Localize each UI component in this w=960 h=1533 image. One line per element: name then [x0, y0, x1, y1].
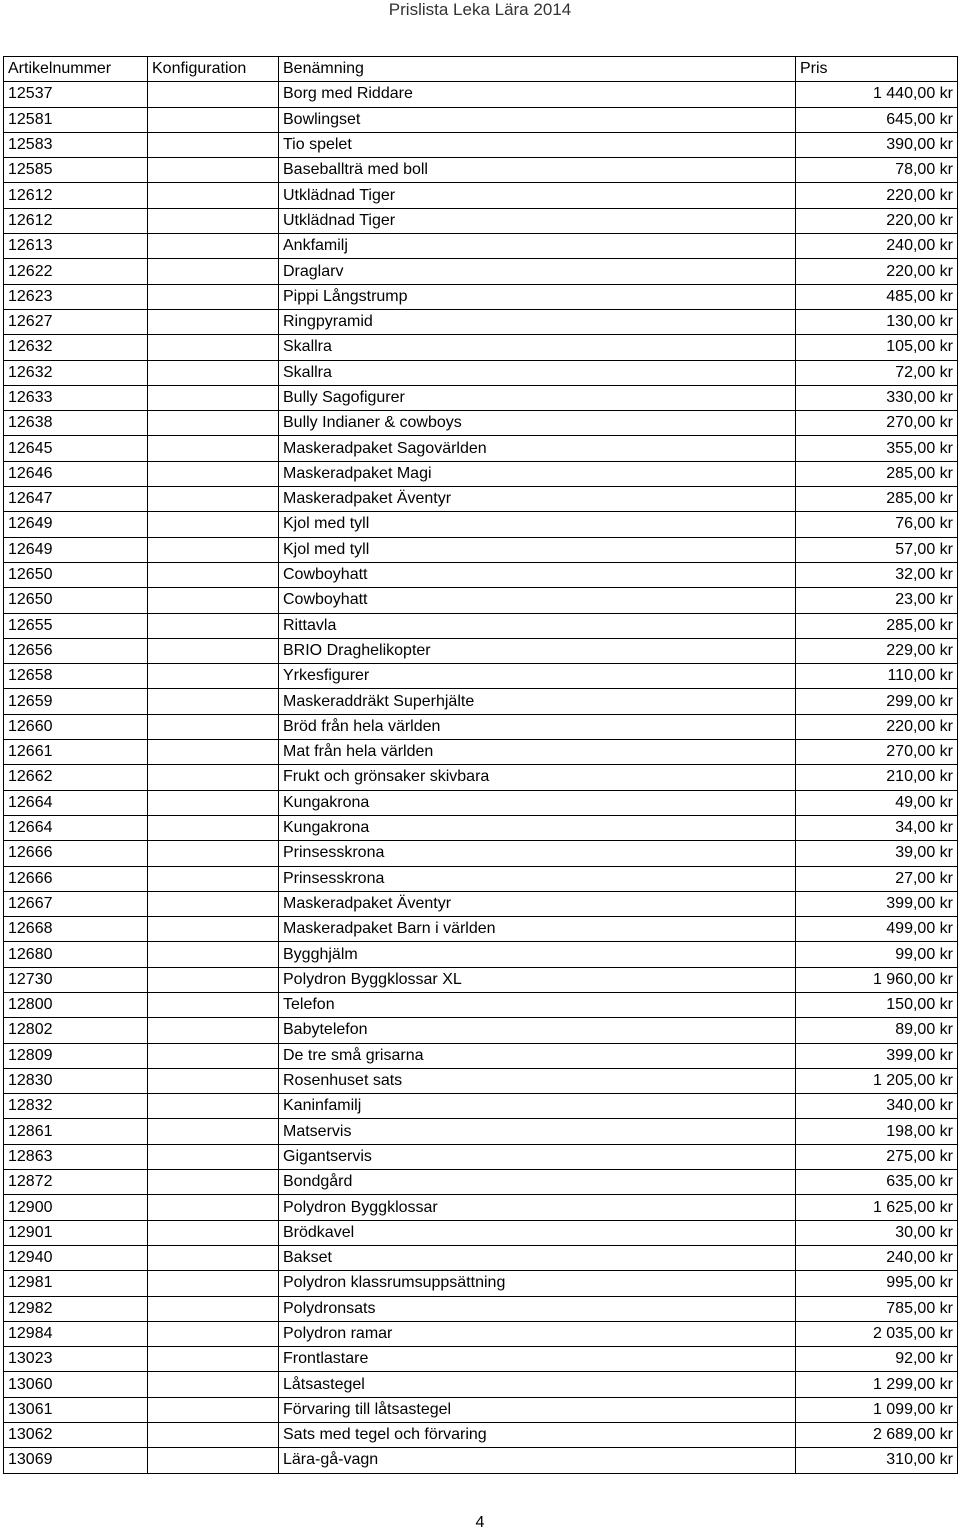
column-header-konfiguration: Konfiguration [148, 57, 279, 82]
artikelnummer-cell: 12664 [4, 815, 148, 840]
pris-cell: 92,00 kr [796, 1347, 958, 1372]
pris-cell: 285,00 kr [796, 487, 958, 512]
table-row [4, 1043, 958, 1068]
pris-cell: 23,00 kr [796, 588, 958, 613]
benamning-cell: Matservis [279, 1119, 796, 1144]
table-row [4, 411, 958, 436]
table-row [4, 917, 958, 942]
table-row [4, 1144, 958, 1169]
table-row [4, 967, 958, 992]
pris-cell: 34,00 kr [796, 815, 958, 840]
artikelnummer-cell: 12638 [4, 411, 148, 436]
konfiguration-cell [148, 1119, 279, 1144]
artikelnummer-cell: 12585 [4, 158, 148, 183]
pris-cell: 299,00 kr [796, 689, 958, 714]
artikelnummer-cell: 12612 [4, 208, 148, 233]
artikelnummer-cell: 12861 [4, 1119, 148, 1144]
pris-cell: 340,00 kr [796, 1094, 958, 1119]
benamning-cell: Bondgård [279, 1170, 796, 1195]
benamning-cell: Bygghjälm [279, 942, 796, 967]
pris-cell: 499,00 kr [796, 917, 958, 942]
table-row [4, 664, 958, 689]
pris-cell: 210,00 kr [796, 765, 958, 790]
table-row [4, 689, 958, 714]
pris-cell: 355,00 kr [796, 436, 958, 461]
benamning-cell: Tio spelet [279, 132, 796, 157]
konfiguration-cell [148, 992, 279, 1017]
table-row [4, 740, 958, 765]
konfiguration-cell [148, 714, 279, 739]
artikelnummer-cell: 12632 [4, 360, 148, 385]
benamning-cell: Telefon [279, 992, 796, 1017]
artikelnummer-cell: 12802 [4, 1018, 148, 1043]
benamning-cell: Låtsastegel [279, 1372, 796, 1397]
table-row [4, 335, 958, 360]
table-row [4, 512, 958, 537]
benamning-cell: Förvaring till låtsastegel [279, 1397, 796, 1422]
artikelnummer-cell: 12612 [4, 183, 148, 208]
pris-cell: 150,00 kr [796, 992, 958, 1017]
konfiguration-cell [148, 841, 279, 866]
konfiguration-cell [148, 259, 279, 284]
konfiguration-cell [148, 284, 279, 309]
artikelnummer-cell: 12800 [4, 992, 148, 1017]
table-row [4, 562, 958, 587]
benamning-cell: Utklädnad Tiger [279, 208, 796, 233]
artikelnummer-cell: 12981 [4, 1271, 148, 1296]
table-row [4, 1397, 958, 1422]
table-row [4, 183, 958, 208]
artikelnummer-cell: 12646 [4, 461, 148, 486]
table-row [4, 1119, 958, 1144]
benamning-cell: Polydron Byggklossar XL [279, 967, 796, 992]
pris-cell: 57,00 kr [796, 537, 958, 562]
price-table [3, 56, 958, 1474]
artikelnummer-cell: 12645 [4, 436, 148, 461]
artikelnummer-cell: 12666 [4, 866, 148, 891]
artikelnummer-cell: 12613 [4, 234, 148, 259]
benamning-cell: Cowboyhatt [279, 562, 796, 587]
pris-cell: 32,00 kr [796, 562, 958, 587]
konfiguration-cell [148, 1068, 279, 1093]
table-row [4, 461, 958, 486]
pris-cell: 270,00 kr [796, 740, 958, 765]
table-row [4, 1372, 958, 1397]
benamning-cell: Kungakrona [279, 815, 796, 840]
benamning-cell: Maskeradpaket Sagovärlden [279, 436, 796, 461]
pris-cell: 270,00 kr [796, 411, 958, 436]
pris-cell: 89,00 kr [796, 1018, 958, 1043]
benamning-cell: Maskeradpaket Äventyr [279, 487, 796, 512]
konfiguration-cell [148, 1423, 279, 1448]
benamning-cell: Lära-gå-vagn [279, 1448, 796, 1473]
konfiguration-cell [148, 436, 279, 461]
benamning-cell: Mat från hela världen [279, 740, 796, 765]
konfiguration-cell [148, 132, 279, 157]
konfiguration-cell [148, 1144, 279, 1169]
benamning-cell: Brödkavel [279, 1220, 796, 1245]
artikelnummer-cell: 12832 [4, 1094, 148, 1119]
artikelnummer-cell: 12662 [4, 765, 148, 790]
konfiguration-cell [148, 866, 279, 891]
table-row [4, 1423, 958, 1448]
konfiguration-cell [148, 1170, 279, 1195]
benamning-cell: Ringpyramid [279, 309, 796, 334]
table-row [4, 82, 958, 107]
artikelnummer-cell: 12632 [4, 335, 148, 360]
benamning-cell: Frontlastare [279, 1347, 796, 1372]
konfiguration-cell [148, 891, 279, 916]
pris-cell: 78,00 kr [796, 158, 958, 183]
pris-cell: 130,00 kr [796, 309, 958, 334]
pris-cell: 30,00 kr [796, 1220, 958, 1245]
table-row [4, 841, 958, 866]
konfiguration-cell [148, 208, 279, 233]
pris-cell: 240,00 kr [796, 1245, 958, 1270]
artikelnummer-cell: 12583 [4, 132, 148, 157]
artikelnummer-cell: 13060 [4, 1372, 148, 1397]
artikelnummer-cell: 12982 [4, 1296, 148, 1321]
table-row [4, 309, 958, 334]
artikelnummer-cell: 12633 [4, 385, 148, 410]
column-header-pris: Pris [796, 57, 958, 82]
page-number: 4 [475, 1514, 485, 1531]
table-row [4, 1296, 958, 1321]
konfiguration-cell [148, 790, 279, 815]
table-row [4, 765, 958, 790]
artikelnummer-cell: 12623 [4, 284, 148, 309]
artikelnummer-cell: 12667 [4, 891, 148, 916]
konfiguration-cell [148, 664, 279, 689]
artikelnummer-cell: 13062 [4, 1423, 148, 1448]
pris-cell: 240,00 kr [796, 234, 958, 259]
table-row [4, 1018, 958, 1043]
benamning-cell: BRIO Draghelikopter [279, 638, 796, 663]
konfiguration-cell [148, 967, 279, 992]
konfiguration-cell [148, 487, 279, 512]
konfiguration-cell [148, 689, 279, 714]
artikelnummer-cell: 12863 [4, 1144, 148, 1169]
benamning-cell: Bröd från hela världen [279, 714, 796, 739]
table-row [4, 537, 958, 562]
konfiguration-cell [148, 1372, 279, 1397]
table-row [4, 891, 958, 916]
artikelnummer-cell: 12940 [4, 1245, 148, 1270]
pris-cell: 1 205,00 kr [796, 1068, 958, 1093]
benamning-cell: Baseballträ med boll [279, 158, 796, 183]
konfiguration-cell [148, 1296, 279, 1321]
table-row [4, 866, 958, 891]
konfiguration-cell [148, 1347, 279, 1372]
table-row [4, 1245, 958, 1270]
pris-cell: 220,00 kr [796, 259, 958, 284]
table-header-row [4, 57, 958, 82]
artikelnummer-cell: 12581 [4, 107, 148, 132]
benamning-cell: Rittavla [279, 613, 796, 638]
benamning-cell: Borg med Riddare [279, 82, 796, 107]
konfiguration-cell [148, 537, 279, 562]
table-row [4, 1170, 958, 1195]
konfiguration-cell [148, 360, 279, 385]
konfiguration-cell [148, 740, 279, 765]
artikelnummer-cell: 13061 [4, 1397, 148, 1422]
benamning-cell: Kjol med tyll [279, 512, 796, 537]
konfiguration-cell [148, 815, 279, 840]
konfiguration-cell [148, 917, 279, 942]
table-body [4, 82, 958, 1473]
table-row [4, 1321, 958, 1346]
pris-cell: 635,00 kr [796, 1170, 958, 1195]
konfiguration-cell [148, 765, 279, 790]
artikelnummer-cell: 12660 [4, 714, 148, 739]
table-row [4, 208, 958, 233]
benamning-cell: Rosenhuset sats [279, 1068, 796, 1093]
konfiguration-cell [148, 1094, 279, 1119]
artikelnummer-cell: 12668 [4, 917, 148, 942]
table-row [4, 815, 958, 840]
table-row [4, 1271, 958, 1296]
benamning-cell: Maskeradpaket Äventyr [279, 891, 796, 916]
table-row [4, 234, 958, 259]
benamning-cell: Polydronsats [279, 1296, 796, 1321]
benamning-cell: Cowboyhatt [279, 588, 796, 613]
konfiguration-cell [148, 1043, 279, 1068]
pris-cell: 1 099,00 kr [796, 1397, 958, 1422]
artikelnummer-cell: 13069 [4, 1448, 148, 1473]
pris-cell: 76,00 kr [796, 512, 958, 537]
konfiguration-cell [148, 385, 279, 410]
konfiguration-cell [148, 309, 279, 334]
artikelnummer-cell: 12664 [4, 790, 148, 815]
pris-cell: 72,00 kr [796, 360, 958, 385]
artikelnummer-cell: 12647 [4, 487, 148, 512]
table-row [4, 1068, 958, 1093]
konfiguration-cell [148, 613, 279, 638]
page-title: Prislista Leka Lära 2014 [388, 0, 572, 19]
artikelnummer-cell: 12627 [4, 309, 148, 334]
konfiguration-cell [148, 588, 279, 613]
benamning-cell: Polydron klassrumsuppsättning [279, 1271, 796, 1296]
column-header-benamning: Benämning [279, 57, 796, 82]
benamning-cell: Maskeradpaket Magi [279, 461, 796, 486]
artikelnummer-cell: 12730 [4, 967, 148, 992]
artikelnummer-cell: 12984 [4, 1321, 148, 1346]
pris-cell: 390,00 kr [796, 132, 958, 157]
benamning-cell: Bowlingset [279, 107, 796, 132]
pris-cell: 2 689,00 kr [796, 1423, 958, 1448]
table-row [4, 385, 958, 410]
pris-cell: 310,00 kr [796, 1448, 958, 1473]
benamning-cell: Gigantservis [279, 1144, 796, 1169]
konfiguration-cell [148, 158, 279, 183]
pris-cell: 2 035,00 kr [796, 1321, 958, 1346]
pris-cell: 1 299,00 kr [796, 1372, 958, 1397]
artikelnummer-cell: 12830 [4, 1068, 148, 1093]
pris-cell: 220,00 kr [796, 714, 958, 739]
benamning-cell: Sats med tegel och förvaring [279, 1423, 796, 1448]
artikelnummer-cell: 12537 [4, 82, 148, 107]
table-row [4, 259, 958, 284]
pris-cell: 99,00 kr [796, 942, 958, 967]
table-row [4, 1347, 958, 1372]
artikelnummer-cell: 12809 [4, 1043, 148, 1068]
table-row [4, 107, 958, 132]
benamning-cell: Kjol med tyll [279, 537, 796, 562]
table-row [4, 132, 958, 157]
pris-cell: 785,00 kr [796, 1296, 958, 1321]
pris-cell: 330,00 kr [796, 385, 958, 410]
benamning-cell: Maskeradpaket Barn i världen [279, 917, 796, 942]
pris-cell: 399,00 kr [796, 1043, 958, 1068]
pris-cell: 39,00 kr [796, 841, 958, 866]
artikelnummer-cell: 12655 [4, 613, 148, 638]
konfiguration-cell [148, 942, 279, 967]
konfiguration-cell [148, 512, 279, 537]
benamning-cell: Polydron ramar [279, 1321, 796, 1346]
artikelnummer-cell: 12680 [4, 942, 148, 967]
benamning-cell: Babytelefon [279, 1018, 796, 1043]
benamning-cell: Frukt och grönsaker skivbara [279, 765, 796, 790]
konfiguration-cell [148, 82, 279, 107]
pris-cell: 220,00 kr [796, 183, 958, 208]
benamning-cell: Kungakrona [279, 790, 796, 815]
pris-cell: 285,00 kr [796, 613, 958, 638]
artikelnummer-cell: 12650 [4, 562, 148, 587]
pris-cell: 198,00 kr [796, 1119, 958, 1144]
benamning-cell: Prinsesskrona [279, 841, 796, 866]
konfiguration-cell [148, 1195, 279, 1220]
artikelnummer-cell: 12901 [4, 1220, 148, 1245]
artikelnummer-cell: 12649 [4, 512, 148, 537]
benamning-cell: Utklädnad Tiger [279, 183, 796, 208]
artikelnummer-cell: 12622 [4, 259, 148, 284]
konfiguration-cell [148, 107, 279, 132]
artikelnummer-cell: 12872 [4, 1170, 148, 1195]
artikelnummer-cell: 12666 [4, 841, 148, 866]
benamning-cell: Kaninfamilj [279, 1094, 796, 1119]
pris-cell: 110,00 kr [796, 664, 958, 689]
konfiguration-cell [148, 638, 279, 663]
benamning-cell: Polydron Byggklossar [279, 1195, 796, 1220]
table-row [4, 588, 958, 613]
konfiguration-cell [148, 335, 279, 360]
table-row [4, 360, 958, 385]
artikelnummer-cell: 12656 [4, 638, 148, 663]
table-row [4, 790, 958, 815]
pris-cell: 995,00 kr [796, 1271, 958, 1296]
artikelnummer-cell: 13023 [4, 1347, 148, 1372]
pris-cell: 229,00 kr [796, 638, 958, 663]
table-row [4, 1195, 958, 1220]
column-header-artikelnummer: Artikelnummer [4, 57, 148, 82]
table-row [4, 284, 958, 309]
table-row [4, 1220, 958, 1245]
table-row [4, 992, 958, 1017]
benamning-cell: Skallra [279, 335, 796, 360]
benamning-cell: Bully Sagofigurer [279, 385, 796, 410]
benamning-cell: Bully Indianer & cowboys [279, 411, 796, 436]
pris-cell: 399,00 kr [796, 891, 958, 916]
pris-cell: 1 440,00 kr [796, 82, 958, 107]
pris-cell: 485,00 kr [796, 284, 958, 309]
konfiguration-cell [148, 1271, 279, 1296]
artikelnummer-cell: 12661 [4, 740, 148, 765]
artikelnummer-cell: 12650 [4, 588, 148, 613]
pris-cell: 285,00 kr [796, 461, 958, 486]
konfiguration-cell [148, 1018, 279, 1043]
table-row [4, 436, 958, 461]
benamning-cell: Yrkesfigurer [279, 664, 796, 689]
pris-cell: 105,00 kr [796, 335, 958, 360]
konfiguration-cell [148, 1448, 279, 1473]
benamning-cell: Prinsesskrona [279, 866, 796, 891]
benamning-cell: Draglarv [279, 259, 796, 284]
pris-cell: 1 960,00 kr [796, 967, 958, 992]
artikelnummer-cell: 12659 [4, 689, 148, 714]
pris-cell: 27,00 kr [796, 866, 958, 891]
pris-cell: 49,00 kr [796, 790, 958, 815]
table-row [4, 158, 958, 183]
konfiguration-cell [148, 1321, 279, 1346]
benamning-cell: De tre små grisarna [279, 1043, 796, 1068]
konfiguration-cell [148, 1245, 279, 1270]
benamning-cell: Skallra [279, 360, 796, 385]
pris-cell: 275,00 kr [796, 1144, 958, 1169]
artikelnummer-cell: 12649 [4, 537, 148, 562]
artikelnummer-cell: 12900 [4, 1195, 148, 1220]
konfiguration-cell [148, 1220, 279, 1245]
table-row [4, 942, 958, 967]
table-row [4, 1094, 958, 1119]
konfiguration-cell [148, 461, 279, 486]
table-row [4, 714, 958, 739]
pris-cell: 645,00 kr [796, 107, 958, 132]
konfiguration-cell [148, 411, 279, 436]
table-row [4, 613, 958, 638]
konfiguration-cell [148, 1397, 279, 1422]
table-row [4, 1448, 958, 1473]
pris-cell: 220,00 kr [796, 208, 958, 233]
pris-cell: 1 625,00 kr [796, 1195, 958, 1220]
konfiguration-cell [148, 562, 279, 587]
table-row [4, 638, 958, 663]
benamning-cell: Bakset [279, 1245, 796, 1270]
konfiguration-cell [148, 183, 279, 208]
benamning-cell: Ankfamilj [279, 234, 796, 259]
artikelnummer-cell: 12658 [4, 664, 148, 689]
konfiguration-cell [148, 234, 279, 259]
table-row [4, 487, 958, 512]
benamning-cell: Pippi Långstrump [279, 284, 796, 309]
benamning-cell: Maskeraddräkt Superhjälte [279, 689, 796, 714]
